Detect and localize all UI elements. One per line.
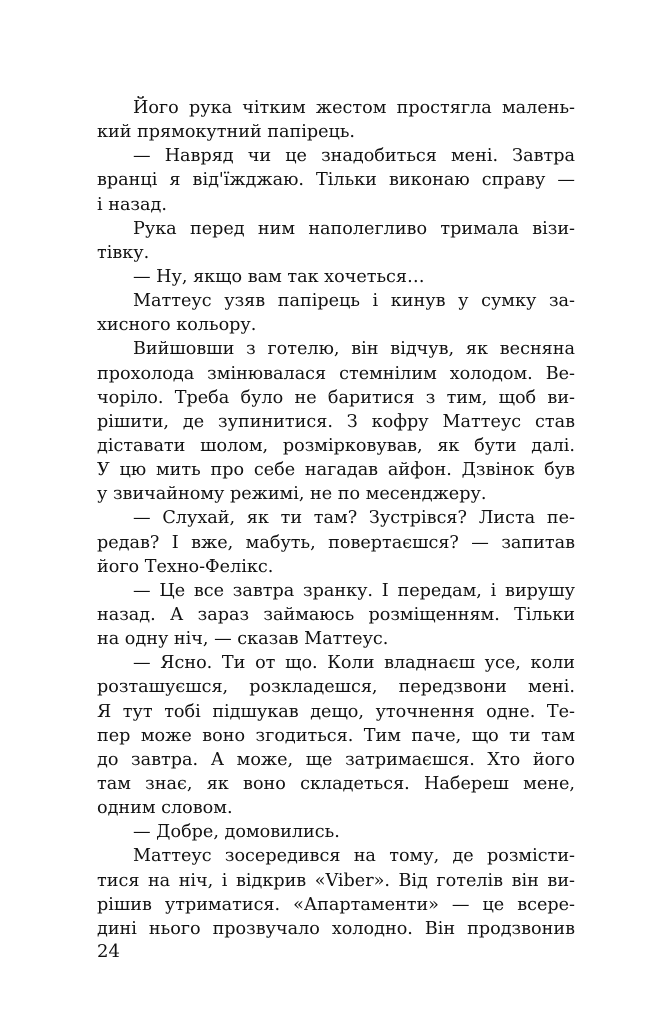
text-line: його Техно-Фелікс. xyxy=(97,556,274,577)
text-line: тися на ніч, і відкрив «Viber». Від готелів він ви- xyxy=(97,870,575,891)
text-line: на одну ніч, — сказав Маттеус. xyxy=(97,629,389,650)
text-line: Маттеус узяв папірець і кинув у сумку за- xyxy=(133,291,575,312)
text-line: назад. А зараз займаюсь розміщенням. Тільки xyxy=(97,604,575,625)
text-line: тівку. xyxy=(97,242,150,263)
text-line: — Навряд чи це знадобиться мені. Завтра xyxy=(133,146,575,167)
text-line: Рука перед ним наполегливо тримала візи- xyxy=(133,218,575,239)
text-line: — Ну, якщо вам так хочеться… xyxy=(133,266,425,287)
text-line: і назад. xyxy=(97,194,167,215)
text-line: рішив утриматися. «Апартаменти» — це всере- xyxy=(97,894,575,915)
text-line: діставати шолом, розмірковував, як бути далі. xyxy=(97,435,575,456)
text-line: Вийшовши з готелю, він відчув, як весняна xyxy=(133,339,575,360)
text-line: одним словом. xyxy=(97,798,233,819)
text-line: редав? І вже, мабуть, повертаєшся? — запитав xyxy=(97,532,575,553)
text-line: там знає, як воно складеться. Набереш мене, xyxy=(97,773,575,794)
text-line: — Ясно. Ти от що. Коли владнаєш усе, коли xyxy=(133,653,575,674)
text-line: прохолода змінювалася стемнілим холодом. Ве- xyxy=(97,363,575,384)
text-line: рішити, де зупинитися. З кофру Маттеус став xyxy=(97,411,575,432)
text-line: вранці я від'їжджаю. Тільки виконаю справу — xyxy=(97,170,575,191)
text-line: пер може воно згодиться. Тим паче, що ти там xyxy=(97,725,575,746)
text-line: Маттеус зосередився на тому, де розмісти- xyxy=(133,846,575,867)
text-line: чоріло. Треба було не баритися з тим, щоб ви- xyxy=(97,387,575,408)
text-line: у звичайному режимі, не по месенджеру. xyxy=(97,484,487,505)
text-line: Я тут тобі підшукав дещо, уточнення одне. Те- xyxy=(97,701,575,722)
body-text xyxy=(97,96,575,941)
text-line: до завтра. А може, ще затримаєшся. Хто його xyxy=(97,749,575,770)
text-line: хисного кольору. xyxy=(97,315,257,336)
text-line: кий прямокутний папірець. xyxy=(97,122,355,143)
page-number: 24 xyxy=(97,941,120,962)
text-line: розташуєшся, розкладешся, передзвони мені. xyxy=(97,677,575,698)
text-line: У цю мить про себе нагадав айфон. Дзвінок був xyxy=(97,460,575,481)
text-line: — Це все завтра зранку. І передам, і вирушу xyxy=(133,580,575,601)
text-line: — Добре, домовились. xyxy=(133,822,340,843)
text-line: дині нього прозвучало холодно. Він продзвонив xyxy=(97,918,575,939)
text-line: Його рука чітким жестом простягла малень- xyxy=(133,98,575,118)
text-line: — Слухай, як ти там? Зустрівся? Листа пе- xyxy=(133,508,575,529)
